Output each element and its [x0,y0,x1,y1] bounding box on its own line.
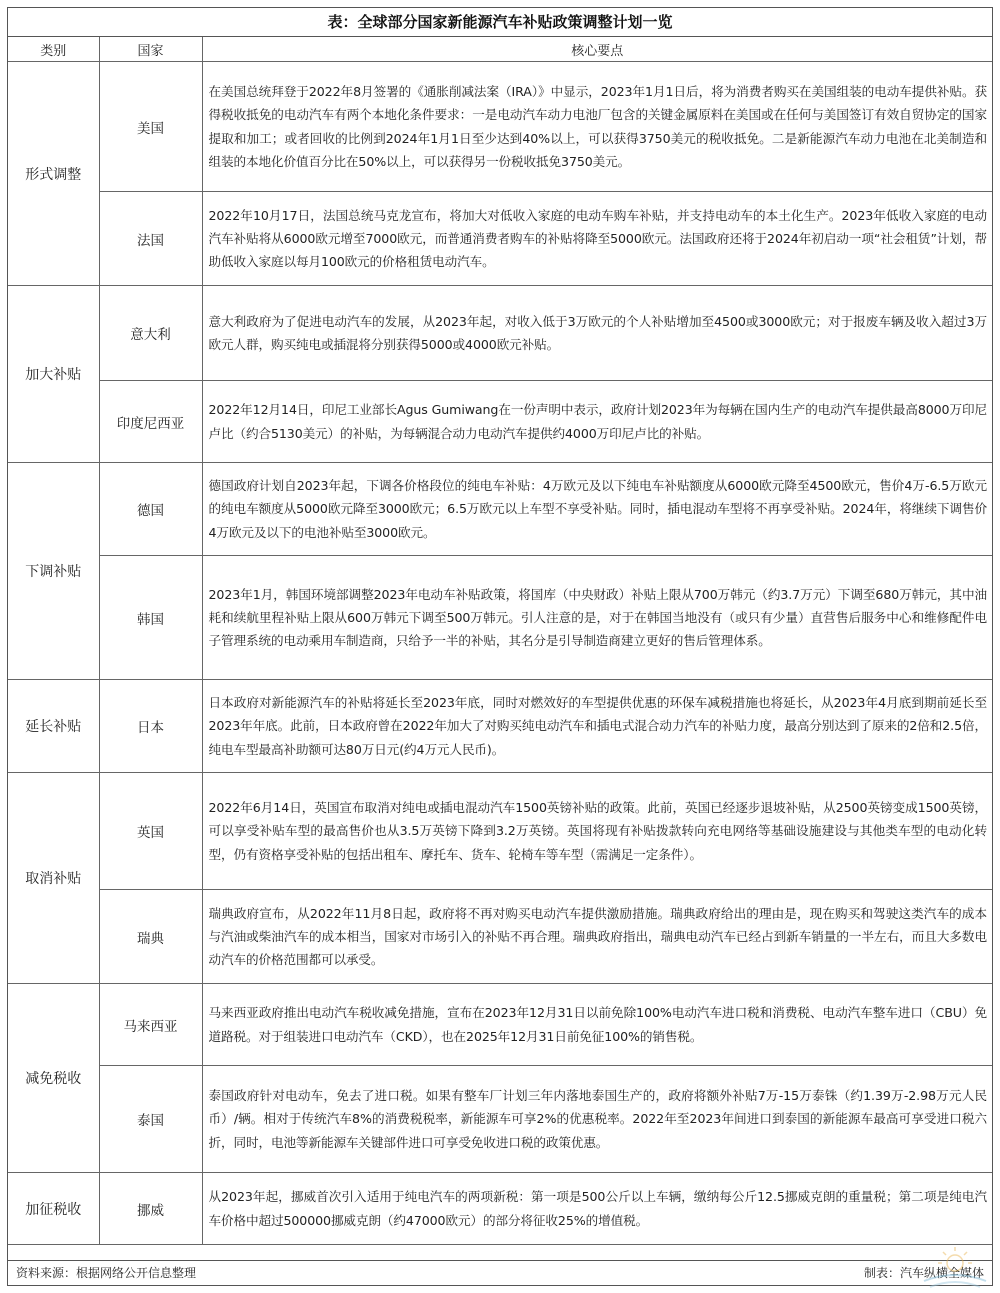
key-points-cell: 2022年10月17日，法国总统马克龙宣布，将加大对低收入家庭的电动车购车补贴，并支持电动车的本土化生产。2023年低收入家庭的电动汽车补贴将从6000欧元增至7000欧元，而普通消费者购车的补贴将降至5000欧元。法国政府还将于2024年初启动一项“社会租赁”计划，帮助低收入家庭以每月100欧元的价格租赁电动汽车。 [202,192,992,286]
country-cell: 挪威 [99,1173,202,1245]
table-row [8,556,992,680]
key-points-cell: 2023年1月，韩国环境部调整2023年电动车补贴政策，将国库（中央财政）补贴上限从700万韩元（约3.7万元）下调至680万韩元，其中油耗和续航里程补贴上限从600万韩元下调至500万韩元。引人注意的是，对于在韩国当地没有（或只有少量）直营售后服务中心和维修配件电子管理系统的电动乘用车制造商，只给予一半的补贴，其名分是引导制造商建立更好的售后管理体系。 [202,556,992,680]
header-category: 类别 [8,37,99,62]
category-cell: 形式调整 [8,62,99,286]
table-row [8,62,992,192]
country-cell: 瑞典 [99,890,202,984]
table-row [8,381,992,463]
source-note: 资料来源：根据网络公开信息整理 [16,1266,197,1280]
table-row [8,773,992,890]
category-cell: 下调补贴 [8,463,99,680]
table-row [8,192,992,286]
country-cell: 泰国 [99,1066,202,1173]
country-cell: 印度尼西亚 [99,381,202,463]
key-points-cell: 瑞典政府宣布，从2022年11月8日起，政府将不再对购买电动汽车提供激励措施。瑞典政府给出的理由是，现在购买和驾驶这类汽车的成本与汽油或柴油汽车的成本相当，国家对市场引入的补贴不再合理。瑞典政府指出，瑞典电动汽车已经占到新车销量的一半左右，而且大多数电动汽车的价格范围都可以承受。 [202,890,992,984]
table-row [8,1173,992,1245]
key-points-cell: 日本政府对新能源汽车的补贴将延长至2023年底，同时对燃效好的车型提供优惠的环保车减税措施也将延长，从2023年4月底到期前延长至2023年年底。此前，日本政府曾在2022年加大了对购买纯电动汽车和插电式混合动力汽车的补贴力度，最高分别达到了原来的2倍和2.5倍，纯电车型最高补助额可达80万日元(约4万元人民币)。 [202,680,992,773]
country-cell: 英国 [99,773,202,890]
country-cell: 美国 [99,62,202,192]
country-cell: 意大利 [99,286,202,381]
category-cell: 加大补贴 [8,286,99,463]
country-cell: 日本 [99,680,202,773]
table-row [8,463,992,556]
country-cell: 马来西亚 [99,984,202,1066]
header-country: 国家 [99,37,202,62]
category-cell: 加征税收 [8,1173,99,1245]
key-points-cell: 在美国总统拜登于2022年8月签署的《通胀削减法案（IRA）》中显示，2023年1月1日后，将为消费者购买在美国组装的电动车提供补贴。获得税收抵免的电动汽车有两个本地化条件要求：一是电动汽车动力电池厂包含的关键金属原料在美国或在任何与美国签订有效自贸协定的国家提取和加工；或者回收的比例到2024年1月1日至少达到40%以上，可以获得3750美元的税收抵免。二是新能源汽车动力电池在北美制造和组装的本地化价值百分比在50%以上，可以获得另一份税收抵免3750美元。 [202,62,992,192]
table-title: 表：全球部分国家新能源汽车补贴政策调整计划一览 [8,8,992,37]
key-points-cell: 马来西亚政府推出电动汽车税收减免措施，宣布在2023年12月31日以前免除100%电动汽车进口税和消费税、电动汽车整车进口（CBU）免道路税。对于组装进口电动汽车（CKD），也在2025年12月31日前免征100%的销售税。 [202,984,992,1066]
header-row [8,37,992,62]
table-row [8,680,992,773]
country-cell: 法国 [99,192,202,286]
category-cell: 减免税收 [8,984,99,1173]
category-cell: 延长补贴 [8,680,99,773]
policy-table-sheet [7,7,993,1286]
table-row [8,286,992,381]
key-points-cell: 意大利政府为了促进电动汽车的发展，从2023年起，对收入低于3万欧元的个人补贴增加至4500或3000欧元；对于报废车辆及收入超过3万欧元人群，购买纯电或插混将分别获得5000或4000欧元补贴。 [202,286,992,381]
sun-logo-icon [916,1243,994,1291]
key-points-cell: 德国政府计划自2023年起，下调各价格段位的纯电车补贴：4万欧元及以下纯电车补贴额度从6000欧元降至4500欧元，售价4万-6.5万欧元的纯电车额度从5000欧元降至3000欧元；6.5万欧元以上车型不享受补贴。同时，插电混动车型将不再享受补贴。2024年，将继续下调售价4万欧元及以下的电池补贴至3000欧元。 [202,463,992,556]
table-footer [8,1260,992,1285]
header-key-points: 核心要点 [202,37,992,62]
maker-note: 制表：汽车纵横全媒体 [863,1266,984,1280]
key-points-cell: 2022年12月14日，印尼工业部长Agus Gumiwang在一份声明中表示，政府计划2023年为每辆在国内生产的电动汽车提供最高8000万印尼卢比（约合5130美元）的补贴，为每辆混合动力电动汽车提供约4000万印尼卢比的补贴。 [202,381,992,463]
table-row [8,1066,992,1173]
key-points-cell: 从2023年起，挪威首次引入适用于纯电汽车的两项新税：第一项是500公斤以上车辆，缴纳每公斤12.5挪威克朗的重量税；第二项是纯电汽车价格中超过500000挪威克朗（约47000欧元）的部分将征收25%的增值税。 [202,1173,992,1245]
table-row [8,890,992,984]
category-cell: 取消补贴 [8,773,99,984]
key-points-cell: 泰国政府针对电动车，免去了进口税。如果有整车厂计划三年内落地泰国生产的，政府将额外补贴7万-15万泰铢（约1.39万-2.98万元人民币）/辆。相对于传统汽车8%的消费税税率，新能源车可享2%的优惠税率。2022年至2023年间进口到泰国的新能源车最高可享受进口税六折，同时，电池等新能源车关键部件进口可享受免收进口税的政策优惠。 [202,1066,992,1173]
country-cell: 德国 [99,463,202,556]
policy-table [8,37,992,1245]
table-row [8,984,992,1066]
key-points-cell: 2022年6月14日，英国宣布取消对纯电或插电混动汽车1500英镑补贴的政策。此前，英国已经逐步退坡补贴，从2500英镑变成1500英镑，可以享受补贴车型的最高售价也从3.5万英镑下降到3.2万英镑。英国将现有补贴拨款转向充电网络等基础设施建设与其他类车型的电动化转型，仍有资格享受补贴的包括出租车、摩托车、货车、轮椅车等车型（需满足一定条件）。 [202,773,992,890]
country-cell: 韩国 [99,556,202,680]
